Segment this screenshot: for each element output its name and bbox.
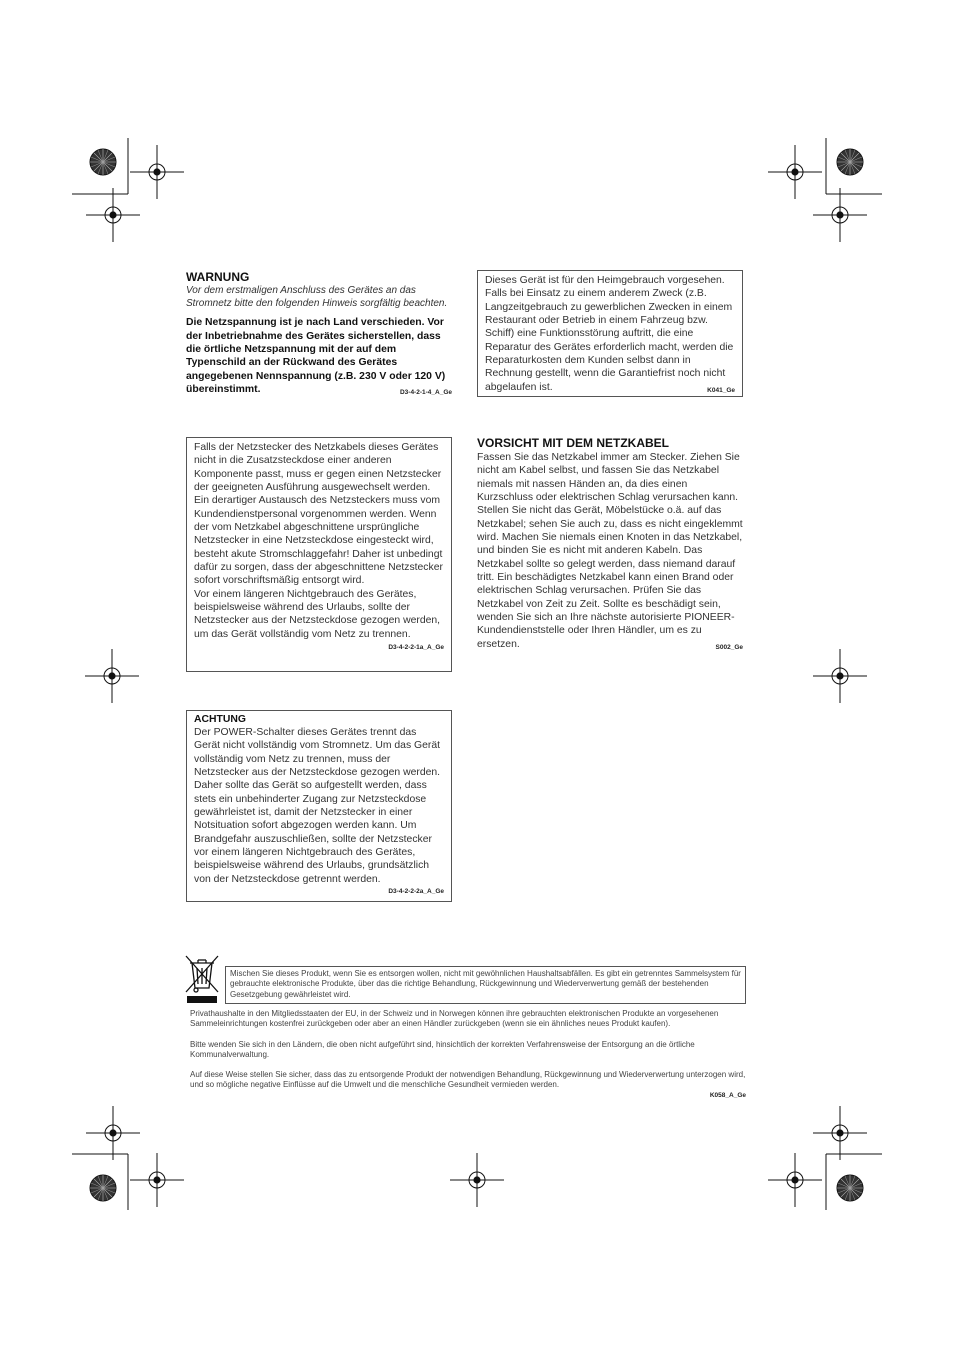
weee-icon-wrap [184,954,220,1004]
netzstecker-p2: Vor einem längeren Nichtgebrauch des Gerätes, beispielsweise während des Urlaubs, sollte der Netzstecker aus der Netzsteckdose gezogen werden, um das Gerät vollständig vom Netz zu trennen. [194,588,441,640]
netzkabel-text [477,451,743,651]
heimgebrauch-body: Dieses Gerät ist für den Heimgebrauch vorgesehen. Falls bei Einsatz zu einem anderem Zweck (z.B. Langzeitgebrauch zu gewerblichen Zwecken in einem Restaurant oder Betrieb in einem Fahrzeug bzw. Schiff) eine Funktionsstörung auftritt, die eine Reparatur des Gerätes erforderlich macht, werden die Reparaturkosten dem Kunden selbst dann in Rechnung gestellt, wenn die Garantiefrist noch nicht abgelaufen ist. [485,275,734,393]
warnung-intro: Vor dem erstmaligen Anschluss des Gerätes an das Stromnetz bitte den folgenden Hinweis sorgfältig beachten. [186,285,448,309]
netzkabel-section [477,436,743,654]
weee-crossed-bin-icon [184,954,220,1004]
netzkabel-heading: VORSICHT MIT DEM NETZKABEL [477,436,669,450]
netzstecker-p1: Falls der Netzstecker des Netzkabels dieses Gerätes nicht in die Zusatzsteckdose einer anderen Komponente passt, muss er gegen einen Netzstecker der geeigneten Ausführung ausgewechselt werden. Ein derartiger Austausch des Netzsteckers muss vom Kundendienstpersonal vorgenommen werden. Wenn der vom Netzkabel abgeschnittene ursprüngliche Netzstecker in eine Netzsteckdose eingesteckt wird, besteht akute Stromschlaggefahr! Daher ist unbedingt dafür zu sorgen, dass der abgeschnittene Netzstecker sofort vorschriftsmäßig entsorgt wird. [194,442,443,587]
achtung-box [186,710,452,902]
heimgebrauch-code: K041_Ge [707,386,735,394]
entsorgung-box [225,966,746,1004]
entsorgung-details [190,1009,746,1099]
warnung-section [186,270,452,400]
entsorgung-p3: Auf diese Weise stellen Sie sicher, dass das zu entsorgende Produkt der notwendigen Behandlung, Rückgewinnung und Wiederverwertung unterzogen wird, und so mögliche negative Einflüsse auf die Umwelt und die menschliche Gesundheit vermieden werden. [190,1070,746,1090]
warnung-voltage-text: Die Netzspannung ist je nach Land verschieden. Vor der Inbetriebnahme des Gerätes sicherstellen, dass die örtliche Netzspannung mit der auf dem Typenschild an der Rückwand des Gerätes angegebenen Nennspannung (z.B. 230 V oder 120 V) übereinstimmt. [186,317,446,396]
warnung-code: D3-4-2-1-4_A_Ge [399,389,452,397]
netzkabel-code: S002_Ge [715,643,743,651]
achtung-heading: ACHTUNG [194,714,246,725]
achtung-code: D3-4-2-2-2a_A_Ge [388,888,444,896]
entsorgung-p1: Privathaushalte in den Mitgliedsstaaten der EU, in der Schweiz und in Norwegen können ihre gebrauchten elektronischen Produkte an vorgesehenen Sammeleinrichtungen kostenfrei zurückgeben oder aber an einen Händler zurückgeben (wenn sie ein ähnliches neues Produkt kaufen). [190,1009,719,1029]
warnung-voltage-note [186,316,452,396]
entsorgung-boxed-text: Mischen Sie dieses Produkt, wenn Sie es entsorgen wollen, nicht mit gewöhnlichen Haushaltsabfällen. Es gibt ein getrenntes Sammelsystem für gebrauchte elektronische Produkte, über das die richtige Behandlung, Rückgewinnung und Wiederverwertung gemäß der bestehenden Gesetzgebung gewährleistet wird. [230,969,741,999]
netzstecker-code: D3-4-2-2-1a_A_Ge [388,644,444,652]
warnung-heading: WARNUNG [186,270,250,284]
achtung-text: Der POWER-Schalter dieses Gerätes trennt das Gerät nicht vollständig vom Stromnetz. Um das Gerät vollständig vom Netz zu trennen, muss der Netzstecker aus der Netzsteckdose gezogen werden. Daher sollte das Gerät so aufgestellt werden, dass stets ein unbehinderter Zugang zur Netzsteckdose gewährleistet ist, damit der Netzstecker in einer Notsituation sofort abgezogen werden kann. Um Brandgefahr auszuschließen, sollte der Netzstecker vor einem längeren Nichtgebrauch des Gerätes, beispielsweise während des Urlaubs, grundsätzlich von der Netzsteckdose getrennt werden. [194,727,441,885]
entsorgung-code: K058_A_Ge [709,1091,746,1099]
heimgebrauch-box [477,270,743,397]
heimgebrauch-text [485,274,735,394]
netzstecker-box [186,437,452,672]
netzkabel-body: Fassen Sie das Netzkabel immer am Stecker. Ziehen Sie nicht am Kabel selbst, und fassen Sie das Netzkabel niemals mit nassen Händen an, da dies einen Kurzschluss oder elektrischen Schlag verursachen kann. Stellen Sie nicht das Gerät, Möbelstücke o.ä. auf das Netzkabel; sehen Sie auch zu, dass es nicht eingeklemmt wird. Machen Sie niemals einen Knoten in das Netzkabel, und binden Sie es nicht mit anderen Kabeln. Das Netzkabel sollte so gelegt werden, dass niemand darauf tritt. Ein beschädigtes Netzkabel kann einen Brand oder elektrischen Schlag verursachen. Prüfen Sie das Netzkabel von Zeit zu Zeit. Sollte es beschädigt sein, wenden Sie sich an Ihre nächste autorisierte PIONEER-Kundendienststelle oder Ihren Händler, um es zu ersetzen. [477,452,743,650]
entsorgung-p2: Bitte wenden Sie sich in den Ländern, die oben nicht aufgeführt sind, hinsichtlich der korrekten Verfahrensweise der Entsorgung an die örtliche Kommunalverwaltung. [190,1039,695,1059]
